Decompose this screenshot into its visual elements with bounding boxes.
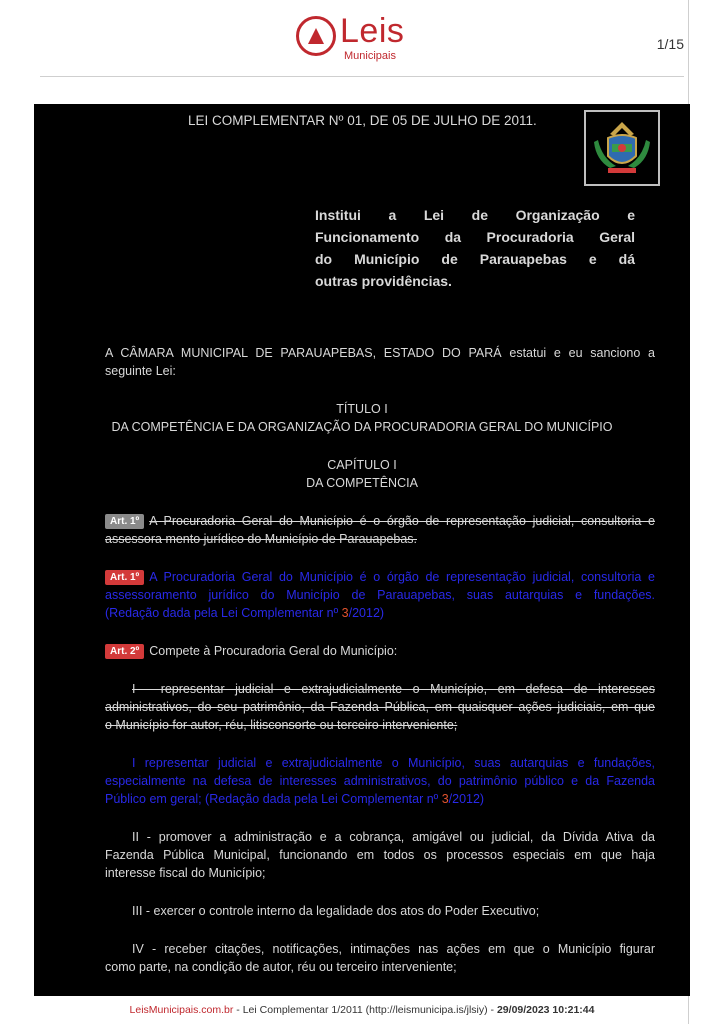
art1-current-text: A Procuradoria Geral do Município é o órgão de representação judicial, consultoria e bbox=[149, 570, 655, 584]
amendment-note[interactable]: Público em geral; (Redação dada pela Lei Complementar nº 3/2012) bbox=[105, 792, 485, 806]
inc2-text: interesse fiscal do Município; bbox=[105, 866, 266, 880]
footer-timestamp: 29/09/2023 10:21:44 bbox=[496, 1004, 595, 1016]
inc1-revoked-text: o Município for autor, réu, litisconsorte ou terceiro interveniente; bbox=[105, 718, 458, 732]
art1-revoked-text: A Procuradoria Geral do Município é o órgão de representação judicial, consultoria e bbox=[149, 514, 655, 528]
inc1-revoked-text: I - representar judicial e extrajudicialmente o Município, em defesa de interesses bbox=[132, 682, 655, 696]
capitulo-name: DA COMPETÊNCIA bbox=[306, 476, 418, 490]
footer-text: - Lei Complementar 1/2011 (http://leismunicipa.is/jlsiy) - bbox=[233, 1004, 497, 1016]
inc2-text: II - promover a administração e a cobrança, amigável ou judicial, da Dívida Ativa da bbox=[132, 830, 655, 844]
logo-emblem-icon bbox=[296, 16, 336, 56]
header-divider bbox=[40, 76, 684, 77]
inc1-revoked-text: administrativos, do seu patrimônio, da Fazenda Pública, em quaisquer ações judiciais, em que bbox=[105, 700, 655, 714]
article-badge[interactable]: Art. 1º bbox=[105, 570, 144, 585]
art2-line bbox=[105, 642, 397, 660]
crest-icon bbox=[586, 112, 658, 184]
preamble: seguinte Lei: bbox=[105, 364, 176, 378]
inc4-text: como parte, na condição de autor, réu ou terceiro interveniente; bbox=[105, 960, 457, 974]
leis-municipais-logo[interactable] bbox=[296, 14, 426, 64]
inc3-text: III - exercer o controle interno da legalidade dos atos do Poder Executivo; bbox=[132, 904, 540, 918]
page-footer bbox=[0, 1004, 724, 1016]
inc4-text: IV - receber citações, notificações, intimações nas ações em que o Município figurar bbox=[132, 942, 655, 956]
page-header bbox=[0, 0, 724, 80]
summary-line: do Município de Parauapebas e dá bbox=[315, 251, 635, 267]
article-badge[interactable]: Art. 1º bbox=[105, 514, 144, 529]
document-page bbox=[34, 104, 690, 996]
titulo-name: DA COMPETÊNCIA E DA ORGANIZAÇÃO DA PROCURADORIA GERAL DO MUNICÍPIO bbox=[111, 420, 613, 434]
summary-line: Institui a Lei de Organização e bbox=[315, 207, 635, 223]
preamble: A CÂMARA MUNICIPAL DE PARAUAPEBAS, ESTADO DO PARÁ estatui e eu sanciono a bbox=[105, 346, 655, 360]
footer-brand-link[interactable]: LeisMunicipais.com.br bbox=[129, 1004, 234, 1016]
inc1-current-text: I representar judicial e extrajudicialmente o Município, suas autarquias e fundações, bbox=[132, 756, 655, 770]
municipal-crest-image bbox=[584, 110, 660, 186]
titulo-heading: TÍTULO I bbox=[336, 402, 388, 416]
summary-line: Funcionamento da Procuradoria Geral bbox=[315, 229, 635, 245]
logo-subtitle: Municipais bbox=[344, 50, 396, 62]
inc2-text: Fazenda Pública Municipal, funcionando em todos os processos especiais em que haja bbox=[105, 848, 655, 862]
art1-revoked-line bbox=[105, 512, 655, 530]
capitulo-heading: CAPÍTULO I bbox=[327, 458, 397, 472]
article-badge[interactable]: Art. 2º bbox=[105, 644, 144, 659]
art2-text: Compete à Procuradoria Geral do Município: bbox=[149, 644, 398, 658]
art1-current-text: assessoramento jurídico do Município de Parauapebas, suas autarquias e fundações. bbox=[105, 588, 655, 602]
amendment-note[interactable]: (Redação dada pela Lei Complementar nº 3/2012) bbox=[105, 606, 385, 620]
art1-revoked-text: assessora mento jurídico do Município de Parauapebas. bbox=[105, 532, 417, 546]
page-indicator: 1/15 bbox=[656, 36, 684, 52]
logo-word: Leis bbox=[340, 12, 405, 50]
summary-line: outras providências. bbox=[315, 273, 452, 289]
law-title: LEI COMPLEMENTAR Nº 01, DE 05 DE JULHO DE 2011. bbox=[188, 113, 537, 128]
art1-current-line bbox=[105, 568, 655, 586]
inc1-current-text: especialmente na defesa de interesses administrativos, do patrimônio público e da Fazenda bbox=[105, 774, 655, 788]
